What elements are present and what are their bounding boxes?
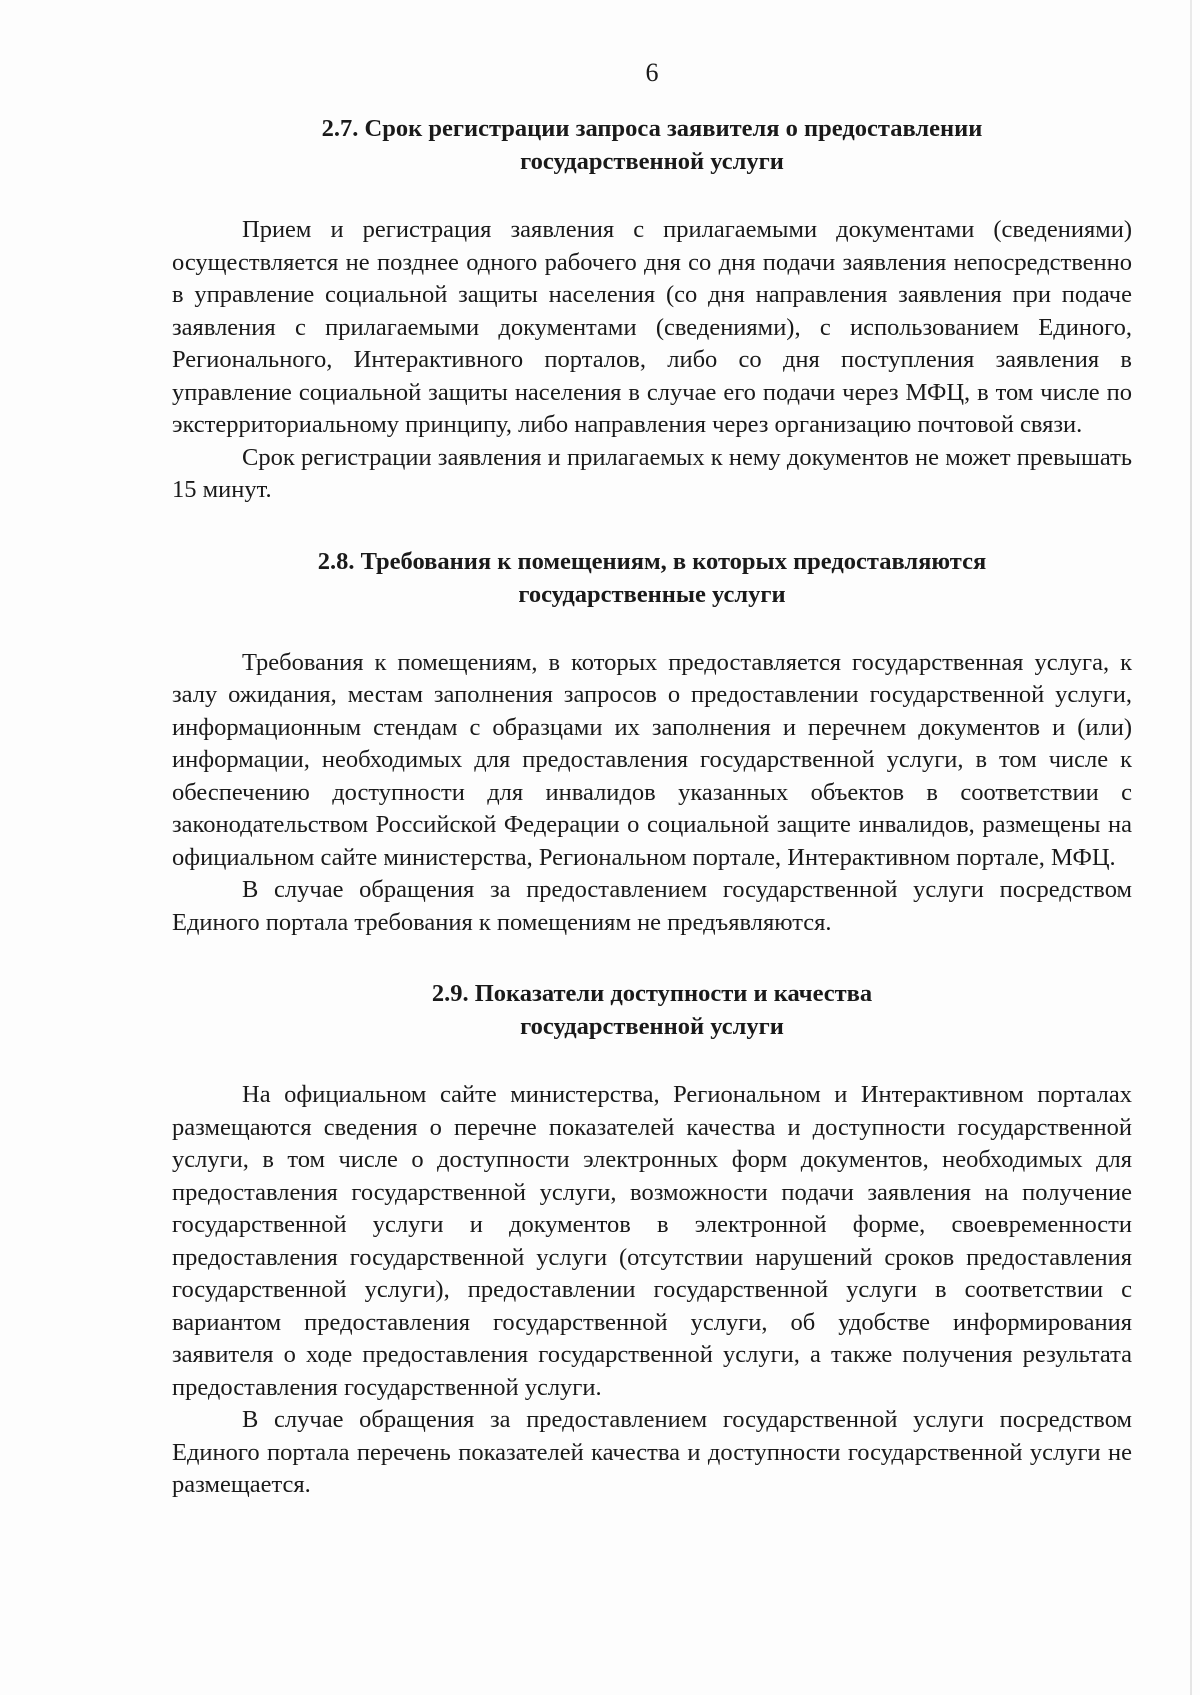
paragraph: Срок регистрации заявления и прилагаемых к нему документов не может превышать 15 минут.	[172, 443, 1132, 503]
section-heading-line: 2.8. Требования к помещениям, в которых предоставляются	[317, 547, 987, 575]
section-2-7	[172, 112, 1132, 507]
section-heading-line: 2.7. Срок регистрации запроса заявителя о предоставлении	[321, 115, 983, 142]
document-body	[172, 112, 1132, 1502]
page-edge-shadow	[1190, 0, 1192, 1695]
section-heading	[172, 977, 1132, 1043]
paragraph: В случае обращения за предоставлением государственной услуги посредством Единого портала требования к помещениям не предъявляются.	[172, 876, 1132, 936]
page-number: 6	[645, 58, 659, 87]
paragraph: На официальном сайте министерства, Региональном и Интерактивном порталах размещаются сведения о перечне показателей качества и доступности государственной услуги, в том числе о доступности электронных форм документов, необходимых для предоставления государственной услуги, возможности подачи заявления на получение государственной услуги и документов в электронной форме, своевременности предоставления государственной услуги (отсутствии нарушений сроков предоставления государственной услуги), предоставлении государственной услуги в соответствии с вариантом предоставления государственной услуги, об удобстве информирования заявителя о ходе предоставления государственной услуги, а также получения результата предоставления государственной услуги.	[172, 1081, 1132, 1401]
paragraph: Прием и регистрация заявления с прилагаемыми документами (сведениями) осуществляется не позднее одного рабочего дня со дня подачи заявления непосредственно в управление социальной защиты населения (со дня направления заявления при подаче заявления с прилагаемыми документами (сведениями), с использованием Единого, Регионального, Интерактивного порталов, либо со дня поступления заявления в управление социальной защиты населения в случае его подачи через МФЦ, в том числе по экстерриториальному принципу, либо направления через организацию почтовой связи.	[172, 216, 1132, 438]
section-heading	[172, 545, 1132, 611]
section-heading	[172, 112, 1132, 178]
section-heading-line: 2.9. Показатели доступности и качества	[431, 980, 873, 1007]
section-2-9	[172, 977, 1132, 1502]
section-heading-line: государственной услуги	[520, 148, 784, 175]
section-heading-line: государственные услуги	[518, 580, 786, 608]
section-heading-line: государственной услуги	[520, 1013, 784, 1040]
paragraph: В случае обращения за предоставлением государственной услуги посредством Единого портала перечень показателей качества и доступности государственной услуги не размещается.	[172, 1406, 1132, 1498]
section-2-8	[172, 545, 1132, 940]
paragraph: Требования к помещениям, в которых предоставляется государственная услуга, к залу ожидания, местам заполнения запросов о предоставлении государственной услуги, информационным стендам с образцами их заполнения и перечнем документов и (или) информации, необходимых для предоставления государственной услуги, в том числе к обеспечению доступности для инвалидов указанных объектов в соответствии с законодательством Российской Федерации о социальной защите инвалидов, размещены на официальном сайте министерства, Региональном портале, Интерактивном портале, МФЦ.	[172, 648, 1132, 871]
